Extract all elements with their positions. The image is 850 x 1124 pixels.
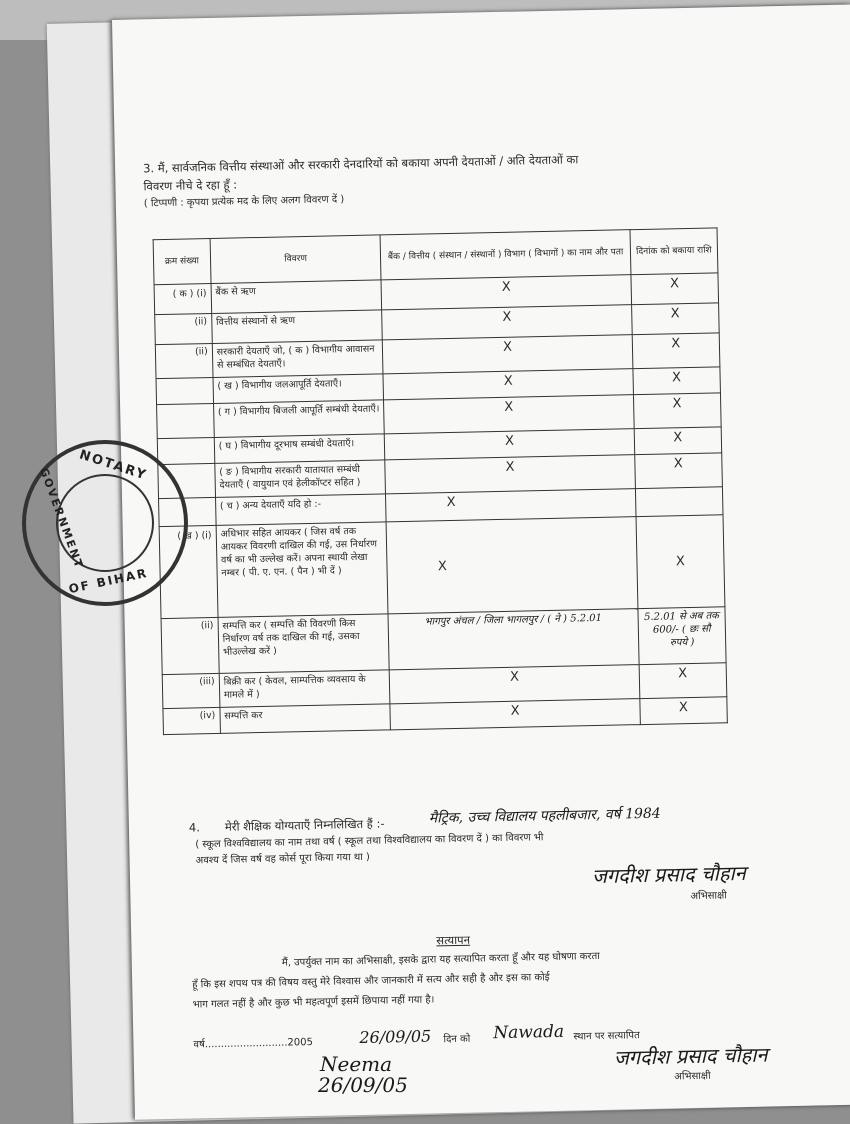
col-serial: क्रम संख्या bbox=[153, 238, 211, 284]
col-amount: दिनांक को बकाया राशि bbox=[630, 228, 718, 275]
bottom-handwritten-name: Neema bbox=[320, 1052, 393, 1076]
verification-place-handwritten: Nawada bbox=[493, 1021, 565, 1044]
section4-handwritten-qualification: मैट्रिक, उच्च विद्यालय पहलीबजार, वर्ष 1984 bbox=[428, 805, 661, 827]
row-bank: X bbox=[387, 517, 638, 614]
row-amount bbox=[635, 487, 723, 517]
row-num: ( क ) (i) bbox=[154, 283, 211, 314]
row-bank: X bbox=[385, 429, 635, 460]
row-num bbox=[157, 403, 214, 438]
row-desc: बिक्री कर ( केवल, साम्पत्तिक व्यवसाय के मामले में ) bbox=[219, 670, 390, 708]
row-amount: X bbox=[634, 453, 722, 489]
liabilities-table bbox=[153, 227, 728, 735]
section4-label: 4. bbox=[188, 820, 201, 835]
row-amount: X bbox=[639, 663, 727, 699]
stamp-notary-text: NOTARY bbox=[77, 447, 150, 484]
row-amount: X bbox=[633, 367, 721, 395]
row-num bbox=[157, 437, 214, 464]
verification-title: सत्यापन bbox=[436, 932, 471, 948]
row-amount: X bbox=[631, 273, 719, 305]
row-num bbox=[156, 377, 213, 404]
verification-line2: हूँ कि इस शपथ पत्र की विषय वस्तु मेरे विश्वास और जानकारी में सत्य और सही है और इस का कोई bbox=[192, 972, 550, 991]
row-num: (ii) bbox=[155, 343, 212, 378]
row-desc: ( ङ ) विभागीय सरकारी यातायात सम्बंधी देयताएँ ( वायुयान एवं हेलीकॉप्टर सहित ) bbox=[215, 460, 386, 498]
row-bank: X bbox=[390, 699, 640, 730]
stamp-government-text: GOVERNMENT bbox=[37, 466, 86, 571]
table-row bbox=[159, 515, 725, 619]
row-num: (iv) bbox=[163, 707, 220, 734]
row-amount: X bbox=[640, 697, 728, 725]
verification-line1: मैं, उपर्युक्त नाम का अभिसाक्षी, इसके द्वारा यह सत्यापित करता हूँ और यह घोषणा करता bbox=[281, 950, 600, 969]
verification-line3: भाग गलत नहीं है और कुछ भी महत्वपूर्ण इसमें छिपाया नहीं गया है। bbox=[192, 994, 435, 1011]
row-bank: X bbox=[386, 489, 636, 522]
row-amount: X bbox=[636, 515, 725, 609]
bottom-handwritten-date: 26/09/05 bbox=[318, 1073, 408, 1097]
signature-label: अभिसाक्षी bbox=[690, 890, 727, 903]
verification-date-handwritten: 26/09/05 bbox=[359, 1026, 432, 1048]
row-amount: X bbox=[631, 303, 719, 335]
signature2-label: अभिसाक्षी bbox=[674, 1070, 711, 1083]
row-desc: वित्तीय संस्थानों से ऋण bbox=[211, 310, 382, 344]
section4-line3: अवश्य दें जिस वर्ष वह कोर्स पूरा किया गया था ) bbox=[195, 851, 370, 867]
row-bank: X bbox=[390, 665, 640, 704]
verification-year: वर्ष..........................2005 bbox=[193, 1037, 314, 1051]
signature2-handwritten: जगदीश प्रसाद चौहान bbox=[613, 1042, 768, 1070]
row-desc: ( ग ) विभागीय बिजली आपूर्ति सम्बंधी देयताएँ। bbox=[213, 400, 384, 438]
row-desc: सम्पत्ति कर bbox=[220, 704, 391, 734]
row-bank: X bbox=[383, 369, 633, 400]
affidavit-page bbox=[112, 4, 850, 1120]
row-desc: ( च ) अन्य देयताएँ यदि हो :- bbox=[215, 494, 386, 526]
section4-text: मेरी शैक्षिक योग्यताएँ निम्नलिखित हैं :- bbox=[224, 816, 385, 834]
col-bank: बैंक / वित्तीय ( संस्थान / संस्थानों ) विभाग ( विभागों ) का नाम और पता bbox=[380, 230, 630, 280]
verification-place-label: स्थान पर सत्यापित bbox=[573, 1030, 640, 1043]
row-amount: X bbox=[634, 427, 722, 455]
signature-handwritten: जगदीश प्रसाद चौहान bbox=[591, 860, 746, 889]
col-description: विवरण bbox=[210, 235, 382, 284]
section4-line2: ( स्कूल विश्वविद्यालय का नाम तथा वर्ष ( स्कूल तथा विश्वविद्यालय का विवरण दें ) का विवरण भी bbox=[195, 832, 544, 851]
row-desc: बैंक से ऋण bbox=[211, 280, 382, 314]
row-desc: सरकारी देयताएँ जो, ( क ) विभागीय आवासन से सम्बंधित देयताएँ। bbox=[212, 340, 383, 378]
row-bank: X bbox=[384, 395, 634, 434]
verification-day-label: दिन को bbox=[443, 1033, 471, 1046]
row-bank-handwritten: भागपुर अंचल / जिला भागलपुर / ( ने ) 5.2.01 bbox=[388, 609, 638, 670]
row-num: (ii) bbox=[161, 617, 219, 674]
row-bank: X bbox=[385, 455, 635, 494]
row-desc: ( ख ) विभागीय जलआपूर्ति देयताएँ। bbox=[213, 374, 384, 404]
row-bank: X bbox=[381, 275, 631, 310]
row-bank: X bbox=[383, 335, 633, 374]
row-desc: अधिभार सहित आयकर ( जिस वर्ष तक आयकर विवरणी दाखिल की गई, उस निर्धारण वर्ष का भी उल्लेख करें। अपना स्थायी लेखा नम्बर ( पी. ए. एन. ( पैन ) भी दें ) bbox=[216, 522, 389, 618]
row-num: ( ख ) (i) bbox=[159, 525, 218, 618]
row-amount: X bbox=[632, 333, 720, 369]
notary-stamp bbox=[22, 440, 188, 606]
row-amount-handwritten: 5.2.01 से अब तक 600/- ( छः सौ रुपये ) bbox=[638, 607, 726, 665]
section3-line2: विवरण नीचे दे रहा हूँ : bbox=[143, 177, 238, 194]
row-num: (iii) bbox=[162, 673, 219, 708]
section3-note: ( टिप्पणी : कृपया प्रत्येक मद के लिए अलग विवरण दें ) bbox=[143, 194, 345, 210]
stamp-bihar-text: OF BIHAR bbox=[67, 565, 150, 597]
row-num: (ii) bbox=[155, 313, 212, 344]
section3-line1: 3. मैं, सार्वजनिक वित्तीय संस्थाओं और सरकारी देनदारियों को बकाया अपनी देयताओं / अति देयताओं का bbox=[142, 152, 579, 176]
row-desc: सम्पत्ति कर ( सम्पत्ति की विवरणी किस निर्धारण वर्ष तक दाखिल की गई, उसका भीउल्लेख करें ) bbox=[218, 614, 390, 674]
row-desc: ( घ ) विभागीय दूरभाष सम्बंधी देयताएँ। bbox=[214, 434, 385, 464]
row-bank: X bbox=[382, 305, 632, 340]
row-amount: X bbox=[633, 393, 721, 429]
